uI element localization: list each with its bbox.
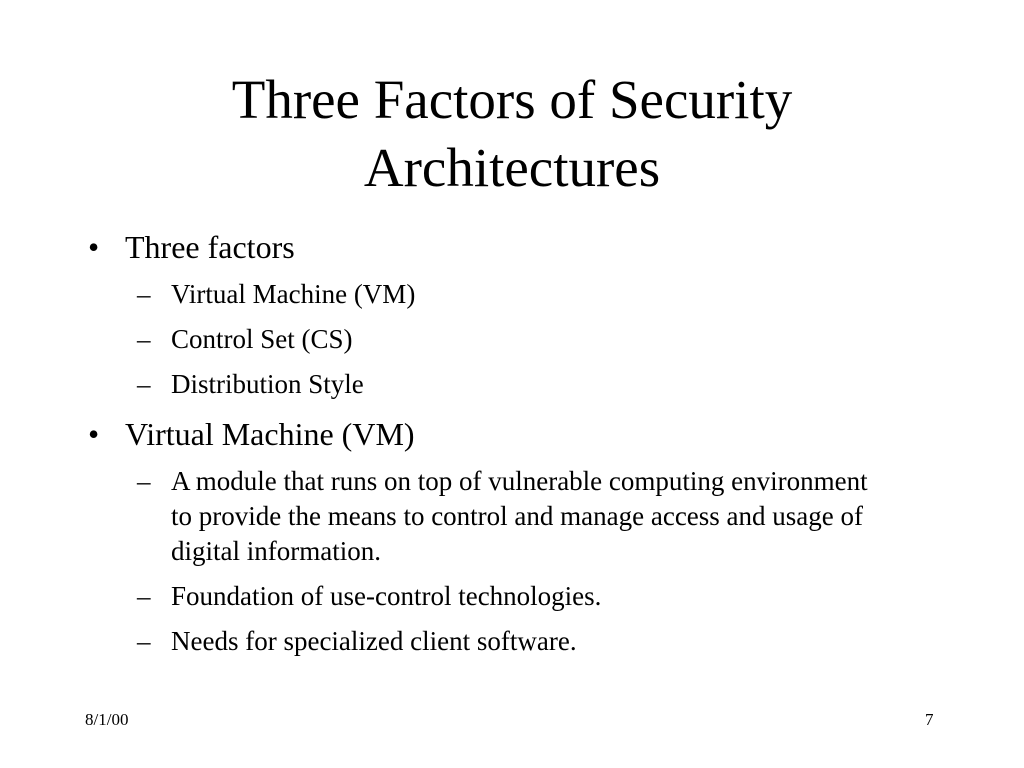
footer-date: 8/1/00 bbox=[85, 710, 129, 729]
sub-item-control-set bbox=[0, 322, 891, 357]
bullet-text: Three factors bbox=[125, 229, 295, 265]
dash-icon: – bbox=[137, 626, 151, 656]
bullet-text: Virtual Machine (VM) bbox=[125, 416, 415, 452]
dash-icon: – bbox=[137, 369, 151, 399]
sub-item-text: A module that runs on top of vulnerable computing environment to provide the means to control and manage access and usage of digital information. bbox=[171, 466, 868, 566]
sub-item-foundation bbox=[0, 579, 891, 614]
bullet-icon: • bbox=[88, 229, 100, 265]
dash-icon: – bbox=[137, 466, 151, 496]
bullet-item-virtual-machine bbox=[0, 414, 1024, 454]
sub-item-text: Virtual Machine (VM) bbox=[171, 279, 416, 309]
slide-title-line-2: Architectures bbox=[363, 137, 661, 198]
sub-item-text: Needs for specialized client software. bbox=[171, 626, 577, 656]
sub-item-client-software bbox=[0, 624, 891, 659]
dash-icon: – bbox=[137, 279, 151, 309]
dash-icon: – bbox=[137, 581, 151, 611]
sub-item-distribution-style bbox=[0, 367, 891, 402]
footer-page-number: 7 bbox=[925, 710, 934, 729]
slide-title-line-1: Three Factors of Security bbox=[231, 69, 793, 130]
slide-body bbox=[0, 227, 1024, 659]
dash-icon: – bbox=[137, 324, 151, 354]
sub-item-virtual-machine bbox=[0, 277, 891, 312]
bullet-icon: • bbox=[88, 416, 100, 452]
sub-item-text: Control Set (CS) bbox=[171, 324, 353, 354]
slide-title bbox=[60, 66, 964, 202]
sub-item-text: Foundation of use-control technologies. bbox=[171, 581, 602, 611]
sub-item-text: Distribution Style bbox=[171, 369, 364, 399]
bullet-item-three-factors bbox=[0, 227, 1024, 267]
sub-item-module-description bbox=[0, 464, 891, 569]
